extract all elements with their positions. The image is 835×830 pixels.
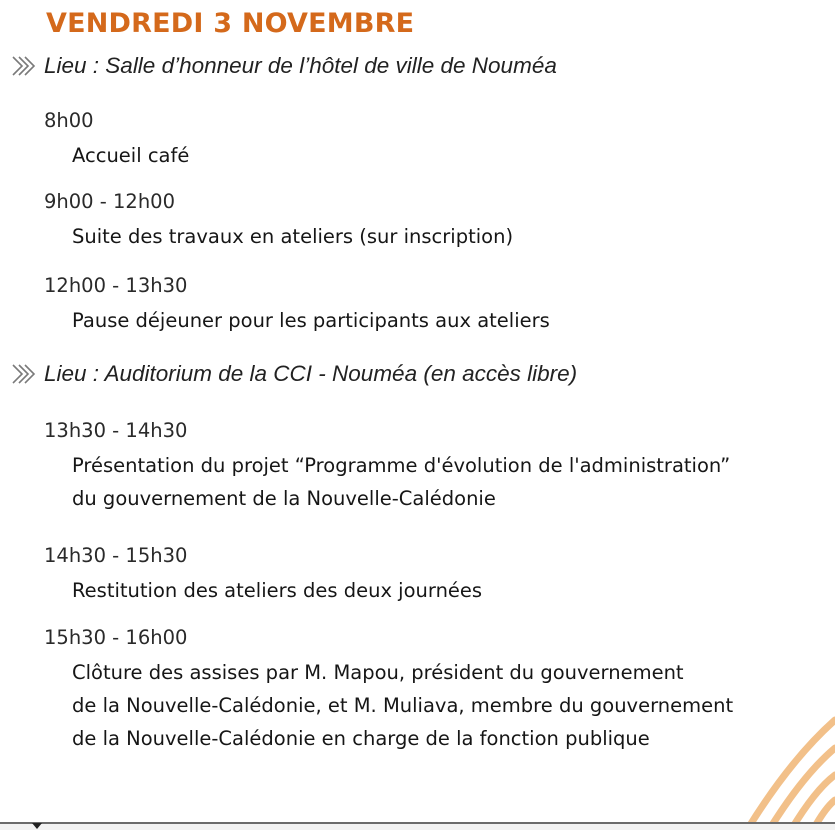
venue-label: Lieu : Auditorium de la CCI - Nouméa (en accès libre) [44,361,578,386]
slot-description: Accueil café [72,144,190,167]
slot-description: Présentation du projet “Programme d'évolution de l'administration” du gouvernement de la Nouvelle-Calédonie [72,454,731,510]
slot-description: Restitution des ateliers des deux journées [72,579,483,602]
venue-label: Lieu : Salle d’honneur de l’hôtel de ville de Nouméa [44,53,557,78]
slot-description: Clôture des assises par M. Mapou, président du gouvernement de la Nouvelle-Calédonie, et M. Muliava, membre du gouvernement de la Nouvelle-Calédonie en charge de la fonction publique [72,661,734,750]
schedule-slot [44,539,482,607]
scroll-down-arrow-icon[interactable] [30,823,44,830]
slot-time: 12h00 - 13h30 [44,274,188,297]
slot-time: 8h00 [44,109,94,132]
slot-description: Suite des travaux en ateliers (sur inscription) [72,225,514,248]
slot-time: 14h30 - 15h30 [44,544,188,567]
double-chevron-icon [10,53,42,79]
slot-time: 15h30 - 16h00 [44,626,188,649]
schedule-slot [44,414,730,515]
schedule-slot [44,185,513,253]
schedule-slot [44,621,733,755]
decorative-swoosh [695,680,835,830]
day-title: VENDREDI 3 NOVEMBRE [46,8,415,39]
venue-heading-1 [10,53,557,79]
slot-time: 13h30 - 14h30 [44,419,188,442]
double-chevron-icon [10,361,42,387]
slot-description: Pause déjeuner pour les participants aux ateliers [72,309,550,332]
schedule-slot [44,269,550,337]
schedule-slot [44,104,189,172]
venue-heading-2 [10,361,577,387]
horizontal-scrollbar[interactable] [0,822,835,830]
slot-time: 9h00 - 12h00 [44,190,175,213]
